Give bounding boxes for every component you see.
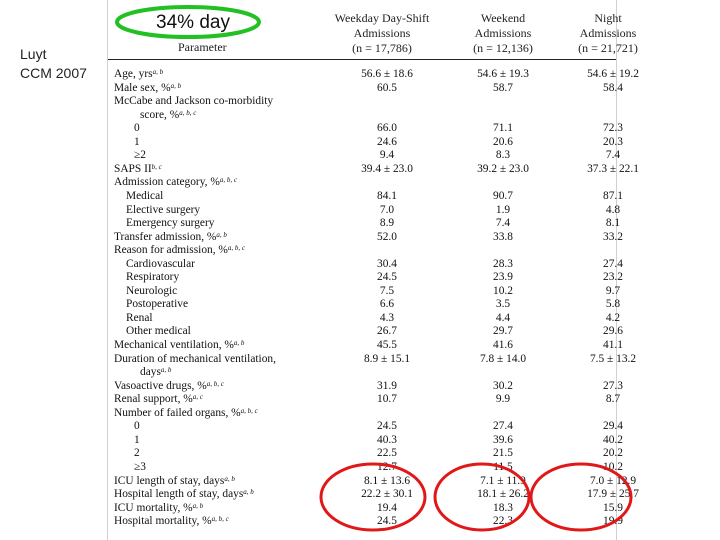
row-label bbox=[134, 136, 140, 150]
table-cell: 84.1 bbox=[377, 189, 397, 202]
column-header-line: Weekday Day-Shift bbox=[334, 11, 430, 25]
table-cell: 15.9 bbox=[603, 501, 623, 514]
row-footnote-marker: b, c bbox=[151, 162, 162, 171]
table-row bbox=[108, 230, 623, 245]
row-label bbox=[126, 258, 195, 272]
row-label-text: Cardiovascular bbox=[126, 257, 195, 270]
table-cell: 8.9 ± 15.1 bbox=[363, 352, 411, 365]
row-label-text: 0 bbox=[134, 122, 140, 135]
table-cell: 7.4 bbox=[495, 217, 511, 230]
row-label bbox=[126, 204, 200, 218]
table-row bbox=[108, 433, 623, 448]
table-cell: 58.7 bbox=[493, 81, 513, 94]
table-cell: 71.1 bbox=[493, 122, 513, 135]
table-row bbox=[108, 257, 623, 272]
row-label bbox=[126, 298, 188, 312]
table-cell: 39.4 ± 23.0 bbox=[361, 162, 413, 175]
row-footnote-marker: a, b bbox=[233, 339, 245, 347]
table-row bbox=[108, 311, 621, 326]
table-cell: 9.9 bbox=[495, 393, 511, 406]
row-footnote-marker: a, b bbox=[216, 230, 227, 239]
row-label bbox=[134, 461, 146, 475]
annotation-label: 34% day bbox=[156, 12, 230, 33]
row-label-text: ICU length of stay, days bbox=[114, 474, 225, 487]
table-row bbox=[108, 501, 623, 516]
row-label bbox=[114, 502, 203, 516]
table-cell: 56.6 ± 18.6 bbox=[361, 68, 413, 80]
row-footnote-marker: a, b bbox=[160, 366, 172, 375]
table-cell: 72.3 bbox=[603, 122, 623, 135]
table-cell: 10.2 bbox=[603, 460, 623, 473]
table-cell: 17.9 ± 25.7 bbox=[587, 488, 639, 501]
row-label bbox=[114, 475, 235, 489]
row-label bbox=[126, 271, 179, 285]
row-label-text: ICU mortality, % bbox=[114, 501, 193, 514]
table-cell: 10.2 bbox=[493, 284, 513, 297]
table-cell: 7.0 bbox=[379, 203, 395, 216]
column-header-line: Admissions bbox=[474, 26, 532, 40]
table-cell: 52.0 bbox=[377, 230, 397, 243]
column-header-line: (n = 17,786) bbox=[352, 41, 412, 55]
parameter-header: Parameter bbox=[178, 40, 227, 54]
row-label bbox=[114, 353, 276, 367]
row-label bbox=[114, 393, 203, 407]
table-cell: 7.5 ± 13.2 bbox=[589, 352, 637, 365]
row-label-text: Elective surgery bbox=[126, 203, 201, 216]
table-row bbox=[108, 352, 637, 367]
table-cell: 18.3 bbox=[493, 501, 513, 514]
row-footnote-marker: a, b, c bbox=[206, 379, 224, 388]
table-cell: 23.9 bbox=[493, 271, 513, 284]
table-cell: 66.0 bbox=[377, 122, 397, 135]
column-header-line: Night bbox=[594, 11, 622, 25]
table-cell: 8.1 ± 13.6 bbox=[363, 474, 411, 487]
row-label bbox=[114, 82, 181, 96]
table-cell: 19.9 bbox=[603, 515, 623, 528]
table-row bbox=[108, 339, 623, 353]
column-header-night bbox=[548, 11, 668, 56]
table-cell: 87.1 bbox=[603, 189, 623, 202]
table-cell: 27.4 bbox=[493, 420, 513, 433]
table-row bbox=[108, 203, 621, 218]
table-cell: 40.3 bbox=[377, 433, 397, 446]
row-label-text: McCabe and Jackson co-morbidity bbox=[114, 95, 274, 108]
table-cell: 5.8 bbox=[605, 298, 621, 311]
table-cell: 29.4 bbox=[603, 420, 623, 433]
row-label bbox=[114, 231, 227, 245]
row-label-text: ≥2 bbox=[134, 149, 146, 162]
row-label-text: Admission category, % bbox=[114, 176, 220, 189]
table-row bbox=[108, 474, 637, 489]
table-row bbox=[108, 515, 623, 529]
row-label-text: Postoperative bbox=[126, 298, 189, 311]
table-cell: 27.4 bbox=[603, 257, 623, 270]
row-label bbox=[134, 447, 140, 461]
table-cell: 18.1 ± 26.2 bbox=[477, 488, 529, 501]
table-cell: 39.2 ± 23.0 bbox=[477, 162, 529, 175]
row-footnote-marker: a, b, c bbox=[240, 406, 258, 415]
row-label-text: Reason for admission, % bbox=[114, 244, 228, 257]
table-cell: 40.2 bbox=[603, 433, 623, 446]
table-cell: 37.3 ± 22.1 bbox=[587, 162, 639, 175]
row-footnote-marker: a, c bbox=[192, 393, 203, 402]
table-cell: 19.4 bbox=[377, 501, 397, 514]
table-cell: 30.4 bbox=[377, 257, 397, 270]
table-cell: 31.9 bbox=[377, 379, 397, 392]
table-row bbox=[108, 379, 623, 394]
column-header-line: (n = 12,136) bbox=[473, 41, 533, 55]
table-row bbox=[108, 217, 621, 231]
table-row bbox=[108, 122, 623, 136]
row-label-text: days bbox=[140, 366, 161, 379]
row-label bbox=[126, 325, 191, 339]
table-row bbox=[108, 109, 616, 123]
table-cell: 20.6 bbox=[493, 135, 513, 148]
row-label-text: Renal bbox=[126, 311, 153, 324]
row-label bbox=[134, 122, 140, 136]
row-label-text: Renal support, % bbox=[114, 393, 193, 406]
table-row bbox=[108, 420, 623, 434]
table-row bbox=[108, 460, 623, 475]
table-row bbox=[108, 189, 623, 204]
row-label bbox=[126, 285, 177, 299]
table-cell: 22.2 ± 30.1 bbox=[361, 488, 413, 501]
table-row bbox=[108, 447, 623, 461]
table-row bbox=[108, 366, 616, 380]
row-footnote-marker: a, b bbox=[170, 81, 182, 90]
table-row bbox=[108, 271, 623, 285]
row-label-text: Duration of mechanical ventilation, bbox=[114, 352, 276, 365]
table-cell: 24.5 bbox=[377, 515, 397, 528]
table-cell: 7.4 bbox=[605, 149, 621, 162]
table-cell: 8.7 bbox=[605, 393, 621, 406]
table-cell: 22.5 bbox=[377, 447, 397, 460]
table-cell: 26.7 bbox=[377, 325, 397, 338]
column-header-line: Weekend bbox=[480, 11, 526, 25]
table-cell: 11.5 bbox=[493, 460, 513, 473]
row-label bbox=[114, 380, 224, 394]
row-label bbox=[114, 515, 229, 529]
row-label-text: Transfer admission, % bbox=[114, 230, 217, 243]
table-row bbox=[108, 488, 639, 502]
table-cell: 3.5 bbox=[495, 298, 511, 311]
table-cell: 6.6 bbox=[379, 298, 395, 311]
row-label-text: Age, yrs bbox=[114, 68, 153, 80]
table-row bbox=[108, 284, 621, 299]
row-footnote-marker: a, b, c bbox=[179, 108, 197, 117]
row-label-text: Other medical bbox=[126, 325, 191, 338]
table-cell: 33.8 bbox=[493, 230, 513, 243]
row-label-text: Hospital mortality, % bbox=[114, 515, 212, 528]
table-cell: 24.5 bbox=[377, 271, 397, 284]
table-cell: 4.4 bbox=[495, 311, 511, 324]
table-cell: 7.1 ± 11.9 bbox=[480, 474, 526, 487]
row-label bbox=[114, 339, 244, 353]
row-label bbox=[114, 176, 237, 190]
row-footnote-marker: a, b bbox=[152, 68, 164, 76]
row-label-text: Number of failed organs, % bbox=[114, 406, 241, 419]
table-cell: 60.5 bbox=[377, 81, 397, 94]
table-cell: 20.2 bbox=[603, 447, 623, 460]
row-footnote-marker: a, b, c bbox=[219, 176, 237, 185]
row-footnote-marker: a, b, c bbox=[211, 515, 229, 524]
row-label-text: Vasoactive drugs, % bbox=[114, 379, 207, 392]
table-cell: 7.8 ± 14.0 bbox=[479, 352, 527, 365]
column-header-weekday bbox=[318, 11, 446, 56]
table-cell: 12.7 bbox=[377, 460, 397, 473]
table-cell: 33.2 bbox=[603, 230, 623, 243]
table-row bbox=[108, 81, 623, 96]
table-row bbox=[108, 149, 621, 163]
table-cell: 21.5 bbox=[493, 447, 513, 460]
table-cell: 29.7 bbox=[493, 325, 513, 338]
row-label-text: Medical bbox=[126, 189, 164, 202]
table-cell: 41.1 bbox=[603, 339, 623, 351]
table-row bbox=[108, 135, 623, 150]
table-cell: 8.3 bbox=[495, 149, 511, 162]
row-footnote-marker: a, b bbox=[192, 501, 204, 510]
row-label bbox=[134, 420, 140, 434]
table-cell: 29.6 bbox=[603, 325, 623, 338]
row-label-text: Respiratory bbox=[126, 271, 180, 284]
row-label-text: ≥3 bbox=[134, 460, 146, 473]
row-label bbox=[126, 312, 153, 326]
table-cell: 8.1 bbox=[605, 217, 621, 230]
table-row bbox=[108, 393, 621, 407]
table-row bbox=[108, 407, 616, 421]
table-cell: 9.4 bbox=[379, 149, 395, 162]
table-row bbox=[108, 95, 616, 109]
table-cell: 90.7 bbox=[493, 189, 513, 202]
table-cell: 4.8 bbox=[605, 203, 621, 216]
row-label-text: 1 bbox=[134, 433, 140, 446]
row-label-text: Neurologic bbox=[126, 284, 178, 297]
table-row bbox=[108, 244, 616, 258]
row-label-text: Emergency surgery bbox=[126, 217, 215, 230]
row-footnote-marker: a, b bbox=[243, 488, 254, 497]
column-header-line: Admissions bbox=[353, 26, 411, 40]
table-cell: 24.5 bbox=[377, 420, 397, 433]
row-label-text: Mechanical ventilation, % bbox=[114, 339, 234, 351]
column-header-line: Admissions bbox=[579, 26, 637, 40]
table-cell: 7.0 ± 12.9 bbox=[589, 474, 637, 487]
table-cell: 7.5 bbox=[379, 284, 395, 297]
source-citation bbox=[20, 45, 87, 83]
row-label bbox=[114, 488, 254, 502]
row-label bbox=[114, 407, 258, 421]
table-cell: 30.2 bbox=[493, 379, 513, 392]
table-cell: 39.6 bbox=[493, 433, 513, 446]
source-author: Luyt bbox=[20, 46, 47, 62]
table-cell: 8.9 bbox=[379, 217, 395, 230]
table-row bbox=[108, 68, 639, 82]
table-cell: 45.5 bbox=[377, 339, 397, 351]
row-label-text: score, % bbox=[140, 108, 180, 121]
table-cell: 24.6 bbox=[377, 135, 397, 148]
row-label-text: 0 bbox=[134, 420, 140, 433]
row-label bbox=[114, 163, 162, 177]
table-cell: 54.6 ± 19.3 bbox=[477, 68, 529, 80]
table-scan bbox=[107, 0, 639, 540]
row-label bbox=[114, 68, 163, 82]
table-cell: 1.9 bbox=[495, 203, 511, 216]
row-label bbox=[114, 95, 273, 109]
row-footnote-marker: a, b, c bbox=[227, 244, 245, 253]
row-label-text: 2 bbox=[134, 447, 140, 460]
row-label bbox=[114, 244, 245, 258]
row-label bbox=[140, 109, 196, 123]
table-row bbox=[108, 298, 621, 312]
row-label bbox=[126, 217, 214, 231]
row-label-text: 1 bbox=[134, 135, 140, 148]
row-label bbox=[140, 366, 171, 380]
table-rule bbox=[108, 59, 616, 60]
row-label-text: Male sex, % bbox=[114, 81, 171, 94]
column-header-weekend bbox=[443, 11, 563, 56]
row-label-text: SAPS II bbox=[114, 162, 152, 175]
table-cell: 20.3 bbox=[603, 135, 623, 148]
table-cell: 27.3 bbox=[603, 379, 623, 392]
table-cell: 4.3 bbox=[379, 311, 395, 324]
row-label bbox=[134, 149, 146, 163]
table-cell: 28.3 bbox=[493, 257, 513, 270]
table-cell: 22.3 bbox=[493, 515, 513, 528]
table-cell: 23.2 bbox=[603, 271, 623, 284]
table-cell: 41.6 bbox=[493, 339, 513, 351]
table-cell: 4.2 bbox=[605, 311, 621, 324]
row-footnote-marker: a, b bbox=[224, 474, 235, 483]
table-cell: 58.4 bbox=[603, 81, 623, 94]
row-label-text: Hospital length of stay, days bbox=[114, 488, 244, 501]
row-label bbox=[126, 190, 163, 204]
table-cell: 10.7 bbox=[377, 393, 397, 406]
table-row bbox=[108, 325, 623, 339]
table-row bbox=[108, 176, 616, 190]
source-journal-year: CCM 2007 bbox=[20, 65, 87, 81]
row-label bbox=[134, 434, 140, 448]
table-cell: 9.7 bbox=[605, 284, 621, 297]
table-row bbox=[108, 162, 639, 177]
column-header-line: (n = 21,721) bbox=[578, 41, 638, 55]
table-cell: 54.6 ± 19.2 bbox=[587, 68, 639, 80]
